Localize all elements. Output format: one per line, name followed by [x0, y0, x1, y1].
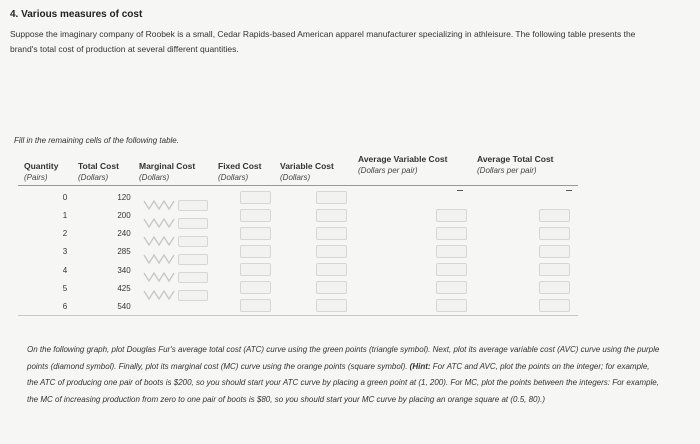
table-bottom-divider	[18, 315, 578, 316]
graph-instructions	[27, 342, 661, 408]
variable-cost-input[interactable]	[316, 209, 347, 222]
average-total-cost-input[interactable]	[539, 245, 570, 258]
marginal-cost-stroke	[143, 253, 175, 265]
quantity-cell: 0	[62, 193, 68, 202]
header-marginal-cost: Marginal Cost (Dollars)	[139, 161, 196, 182]
average-total-cost-input[interactable]	[539, 281, 570, 294]
header-fixed-cost: Fixed Cost (Dollars)	[218, 161, 262, 182]
total-cost-cell: 425	[117, 284, 131, 293]
header-average-total-cost: Average Total Cost (Dollars per pair)	[477, 154, 554, 175]
average-variable-cost-input[interactable]	[436, 209, 467, 222]
graph-instructions-part2: For ATC and AVC, plot the points on the integer; for example, the ATC of producing one pair of boots is $200, so you should start your ATC curve by placing a green point at (1, 200). For MC, plot the points between the integers: For example, the MC of increasing production from zero to one pair of boots is $80, so you should start your MC curve by placing an orange square at (0.5, 80).)	[27, 361, 659, 404]
average-variable-cost-input[interactable]	[436, 281, 467, 294]
header-total-cost: Total Cost (Dollars)	[78, 161, 119, 182]
marginal-cost-stroke	[143, 289, 175, 301]
graph-instructions-part1: On the following graph, plot Douglas Fur's average total cost (ATC) curve using the green points (triangle symbol). Next, plot its average variable cost (AVC) curve using the purple points (diamond symbol). Finally, plot its marginal cost (MC) curve using the orange points (square symbol).	[27, 345, 660, 371]
marginal-cost-stroke	[143, 271, 175, 283]
marginal-cost-input[interactable]	[178, 290, 208, 301]
intro-paragraph: Suppose the imaginary company of Roobek is a small, Cedar Rapids-based American apparel manufacturer specializing in athleisure. The following table presents the brand's total cost of production at several different quantities.	[10, 29, 636, 54]
marginal-cost-input[interactable]	[178, 236, 208, 247]
marginal-cost-stroke	[143, 199, 175, 211]
average-variable-cost-input[interactable]	[436, 299, 467, 312]
quantity-cell: 5	[62, 284, 68, 293]
variable-cost-input[interactable]	[316, 281, 347, 294]
total-cost-cell: 120	[117, 193, 131, 202]
header-divider	[18, 185, 578, 186]
header-quantity: Quantity (Pairs)	[24, 161, 59, 182]
average-variable-cost-input[interactable]	[436, 227, 467, 240]
average-total-cost-input[interactable]	[539, 227, 570, 240]
variable-cost-input[interactable]	[316, 191, 347, 204]
quantity-cell: 4	[62, 266, 68, 275]
marginal-cost-stroke	[143, 217, 175, 229]
marginal-cost-input[interactable]	[178, 272, 208, 283]
marginal-cost-input[interactable]	[178, 254, 208, 265]
fixed-cost-input[interactable]	[240, 299, 271, 312]
average-total-cost-input[interactable]	[539, 209, 570, 222]
fixed-cost-input[interactable]	[240, 227, 271, 240]
quantity-cell: 6	[62, 302, 68, 311]
total-cost-cell: 200	[117, 211, 131, 220]
variable-cost-input[interactable]	[316, 299, 347, 312]
hint-label: (Hint:	[409, 361, 431, 371]
fixed-cost-input[interactable]	[240, 191, 271, 204]
average-total-cost-input[interactable]	[539, 299, 570, 312]
average-variable-cost-input[interactable]	[436, 245, 467, 258]
fixed-cost-input[interactable]	[240, 245, 271, 258]
variable-cost-input[interactable]	[316, 245, 347, 258]
marginal-cost-stroke	[143, 235, 175, 247]
total-cost-cell: 540	[117, 302, 131, 311]
dash-mark	[457, 190, 463, 191]
section-title: 4. Various measures of cost	[10, 9, 143, 20]
quantity-cell: 2	[62, 229, 68, 238]
average-variable-cost-input[interactable]	[436, 263, 467, 276]
variable-cost-input[interactable]	[316, 227, 347, 240]
total-cost-cell: 340	[117, 266, 131, 275]
quantity-cell: 1	[62, 211, 68, 220]
average-total-cost-input[interactable]	[539, 263, 570, 276]
dash-mark	[566, 190, 572, 191]
fill-instruction: Fill in the remaining cells of the following table.	[14, 136, 179, 145]
variable-cost-input[interactable]	[316, 263, 347, 276]
marginal-cost-input[interactable]	[178, 200, 208, 211]
header-average-variable-cost: Average Variable Cost (Dollars per pair)	[358, 154, 448, 175]
fixed-cost-input[interactable]	[240, 209, 271, 222]
total-cost-cell: 285	[117, 247, 131, 256]
fixed-cost-input[interactable]	[240, 263, 271, 276]
marginal-cost-input[interactable]	[178, 218, 208, 229]
quantity-cell: 3	[62, 247, 68, 256]
total-cost-cell: 240	[117, 229, 131, 238]
fixed-cost-input[interactable]	[240, 281, 271, 294]
header-variable-cost: Variable Cost (Dollars)	[280, 161, 334, 182]
